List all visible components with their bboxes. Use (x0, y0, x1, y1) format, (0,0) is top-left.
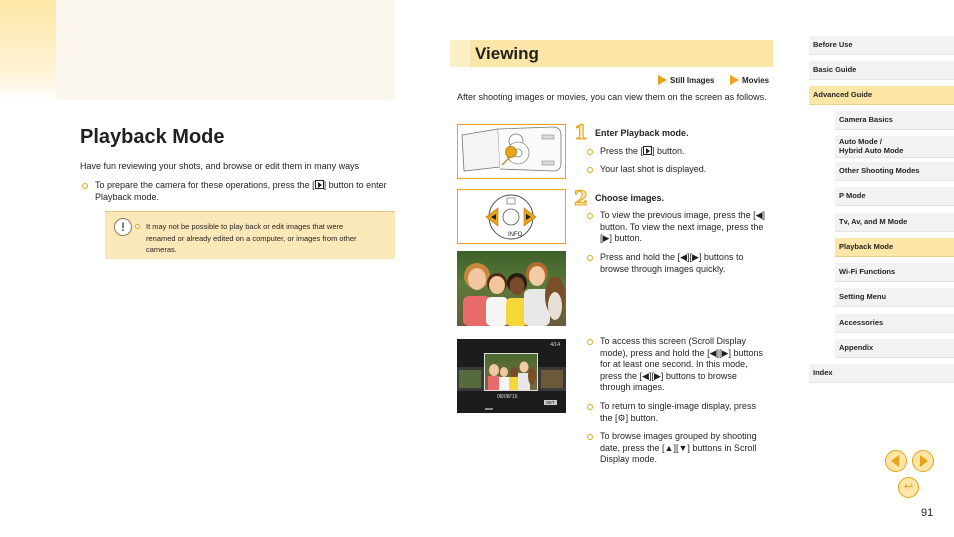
right-arrow-icon: ▶ (692, 252, 699, 262)
playback-button-icon (315, 180, 324, 189)
screen-date: 08/08/'15 (497, 394, 518, 400)
right-arrow-icon: ▶ (602, 233, 610, 243)
left-arrow-icon (891, 455, 899, 467)
camera-back-illustration (457, 124, 566, 179)
step-2-number: 2 (574, 186, 588, 210)
return-button[interactable] (898, 477, 919, 498)
nav-wifi-functions[interactable]: Wi-Fi Functions (835, 263, 954, 282)
step-1-bullet-2: Your last shot is displayed. (587, 164, 706, 176)
camera-drawing (458, 125, 565, 178)
down-arrow-icon: ▼ (678, 442, 688, 453)
scroll-display-screen (457, 339, 566, 413)
nav-appendix[interactable]: Appendix (835, 339, 954, 358)
scroll-bullet-3: To browse images grouped by shooting date, press the [▲][▼] buttons in Scroll Display mode. (587, 431, 777, 466)
thumbnail-kids-drawing (485, 354, 537, 390)
thumbnail-current (484, 353, 538, 391)
thumbnail-right (541, 370, 563, 388)
right-arrow-icon: ▶ (653, 370, 661, 381)
nav-tv-av-m-mode[interactable]: Tv, Av, and M Mode (835, 213, 954, 232)
step-1-number: 1 (574, 120, 588, 144)
section-header (450, 40, 773, 67)
nav-auto-mode[interactable]: Auto Mode / Hybrid Auto Mode (835, 136, 954, 158)
scroll-bullet-2: To return to single-image display, press the [⚙] button. (587, 401, 777, 424)
mode-still-images: Still Images (658, 75, 714, 85)
prepare-bullet-text: To prepare the camera for these operations, press the [ ] button to enter Playback mode. (95, 180, 387, 202)
nav-other-shooting-modes[interactable]: Other Shooting Modes (835, 162, 954, 181)
caution-text: It may not be possible to play back or edit images that were renamed or already edited on a computer, or images from other cameras. (135, 221, 385, 256)
nav-accessories[interactable]: Accessories (835, 314, 954, 333)
caution-box (105, 211, 395, 259)
screen-set-label: SET (546, 400, 555, 405)
left-arrow-icon: ◀ (642, 370, 649, 381)
next-page-button[interactable] (912, 450, 934, 472)
left-arrow-icon: ◀ (709, 347, 717, 358)
bullet-icon (82, 183, 88, 189)
right-arrow-icon (920, 455, 928, 467)
bullet-icon (587, 434, 593, 440)
up-arrow-icon: ▲ (664, 442, 674, 453)
bullet-icon (135, 224, 140, 229)
step-2-bullet-1: To view the previous image, press the [◀] button. To view the next image, press the [▶] button. (587, 210, 777, 245)
section-title: Viewing (475, 44, 539, 63)
mode-movies: Movies (730, 75, 769, 85)
nav-index[interactable]: Index (809, 364, 954, 383)
page-number: 91 (921, 507, 934, 519)
step-2-title: Choose images. (595, 193, 665, 203)
thumbnail-left (459, 370, 481, 388)
step-2-bullet-2: Press and hold the [◀][▶] buttons to browse through images quickly. (587, 252, 777, 275)
playback-button-icon (643, 146, 652, 155)
bullet-icon (587, 213, 593, 219)
playback-photo-kids (457, 251, 566, 326)
step-1-bullet-1: Press the [ ] button. (587, 146, 685, 158)
screen-scroll-indicator (485, 408, 493, 410)
decorative-header-band (0, 0, 395, 100)
bullet-icon (587, 167, 593, 173)
nav-advanced-guide[interactable]: Advanced Guide (809, 86, 954, 105)
svg-text:INFO: INFO (508, 232, 523, 238)
header-corner-gradient (0, 0, 56, 100)
left-arrow-icon: ◀ (680, 252, 687, 262)
bullet-icon (587, 149, 593, 155)
lead-text: After shooting images or movies, you can view them on the screen as follows. (457, 92, 767, 102)
left-arrow-icon: ◀ (755, 210, 763, 220)
nav-setting-menu[interactable]: Setting Menu (835, 288, 954, 307)
bullet-icon (587, 339, 593, 345)
previous-page-button[interactable] (885, 450, 907, 472)
nav-playback-mode[interactable]: Playback Mode (835, 238, 954, 257)
nav-p-mode[interactable]: P Mode (835, 187, 954, 206)
return-icon: ↩ (903, 481, 914, 493)
intro-text: Have fun reviewing your shots, and browse or edit them in many ways (80, 161, 360, 171)
nav-before-use[interactable]: Before Use (809, 36, 954, 55)
scroll-bullet-1: To access this screen (Scroll Display mode), press and hold the [◀][▶] buttons for at least one second. In this mode, press the [◀][▶] buttons to browse through images. (587, 336, 777, 394)
mode-triangle-icon (730, 75, 739, 85)
nav-camera-basics[interactable]: Camera Basics (835, 111, 954, 130)
screen-thumbnail-strip (457, 367, 566, 391)
func-set-icon: ⚙ (617, 412, 626, 423)
control-dial-illustration (457, 189, 566, 244)
dial-drawing (458, 190, 565, 243)
bullet-icon (587, 404, 593, 410)
page-title: Playback Mode (80, 126, 225, 148)
bullet-icon (587, 255, 593, 261)
caution-icon: ! (114, 218, 132, 236)
mode-triangle-icon (658, 75, 667, 85)
screen-image-counter: 4/14 (550, 342, 560, 348)
prepare-bullet (82, 180, 392, 203)
kids-photo-drawing (457, 251, 566, 326)
nav-basic-guide[interactable]: Basic Guide (809, 61, 954, 80)
step-1-title: Enter Playback mode. (595, 128, 689, 138)
right-arrow-icon: ▶ (721, 347, 729, 358)
